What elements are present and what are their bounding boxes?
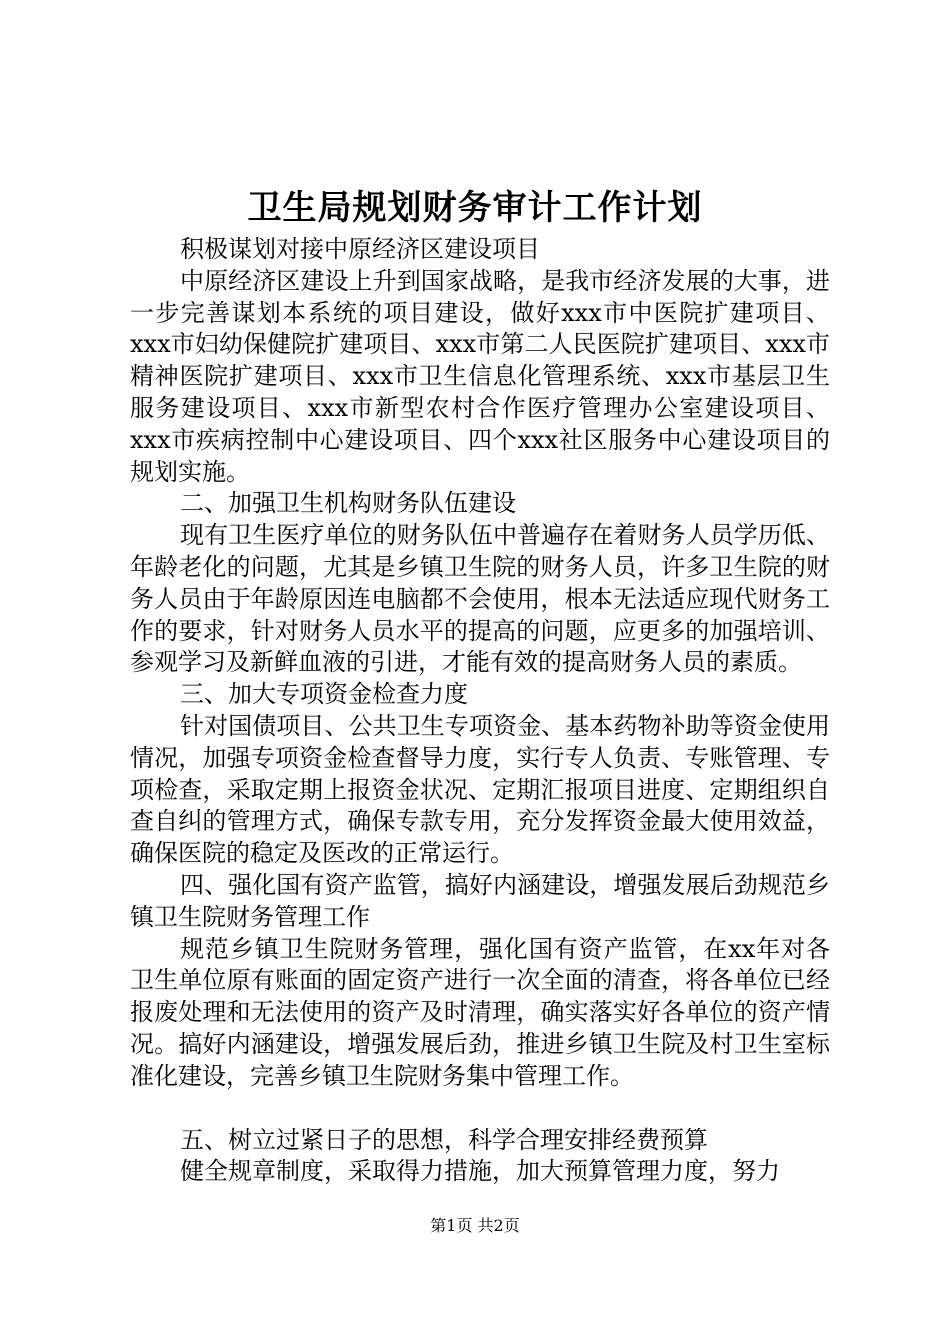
paragraph: 健全规章制度，采取得力措施，加大预算管理力度，努力: [180, 1157, 780, 1186]
document-body: [130, 234, 830, 1188]
paragraph: 规范乡镇卫生院财务管理，强化国有资产监管，在xx年对各卫生单位原有账面的固定资产进行一次全面的清查，将各单位已经报废处理和无法使用的资产及时清理，确实落实好各单位的资产情况。搞好内涵建设，增强发展后劲，推进乡镇卫生院及村卫生室标准化建设，完善乡镇卫生院财务集中管理工作。: [130, 934, 830, 1090]
paragraph: 现有卫生医疗单位的财务队伍中普遍存在着财务人员学历低、年龄老化的问题，尤其是乡镇卫生院的财务人员，许多卫生院的财务人员由于年龄原因连电脑都不会使用，根本无法适应现代财务工作的要求，针对财务人员水平的提高的问题，应更多的加强培训、参观学习及新鲜血液的引进，才能有效的提高财务人员的素质。: [130, 521, 830, 677]
section-heading: 五、树立过紧日子的思想，科学合理安排经费预算: [180, 1125, 708, 1154]
section-heading: 三、加大专项资金检查力度: [180, 680, 468, 709]
paragraph: 针对国债项目、公共卫生专项资金、基本药物补助等资金使用情况，加强专项资金检查督导力度，实行专人负责、专账管理、专项检查，采取定期上报资金状况、定期汇报项目进度、定期组织自查自纠的管理方式，确保专款专用，充分发挥资金最大使用效益，确保医院的稳定及医改的正常运行。: [130, 711, 830, 868]
paragraph: 中原经济区建设上升到国家战略，是我市经济发展的大事，进一步完善谋划本系统的项目建设，做好xxx市中医院扩建项目、xxx市妇幼保健院扩建项目、xxx市第二人民医院扩建项目、xxx市精神医院扩建项目、xxx市卫生信息化管理系统、xxx市基层卫生服务建设项目、xxx市新型农村合作医疗管理办公室建设项目、xxx市疾病控制中心建设项目、四个xxx社区服务中心建设项目的规划实施。: [130, 266, 830, 486]
document-title: 卫生局规划财务审计工作计划: [247, 188, 703, 228]
page-footer: 第1页 共2页: [430, 1216, 520, 1235]
section-heading: 四、强化国有资产监管，搞好内涵建设，增强发展后劲规范乡镇卫生院财务管理工作: [130, 870, 830, 931]
section-heading: 二、加强卫生机构财务队伍建设: [180, 489, 516, 518]
section-heading: 积极谋划对接中原经济区建设项目: [180, 235, 540, 263]
